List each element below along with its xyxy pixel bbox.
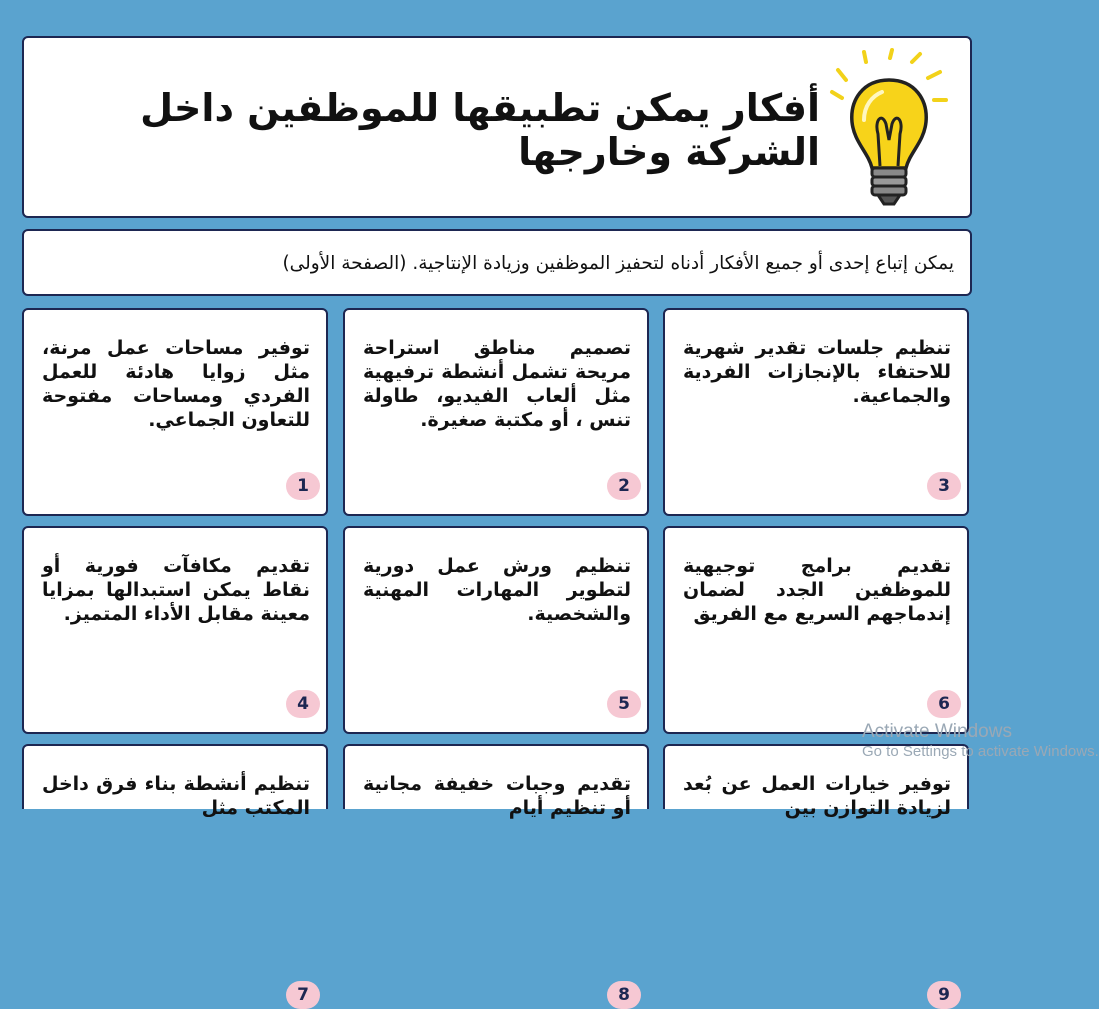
- idea-text: تصميم مناطق استراحة مريحة تشمل أنشطة ترفيهية مثل ألعاب الفيديو، طاولة تنس ، أو مكتبة صغيرة.: [363, 337, 631, 431]
- idea-text: توفير مساحات عمل مرنة، مثل زوايا هادئة للعمل الفردي ومساحات مفتوحة للتعاون الجماعي.: [42, 337, 310, 431]
- idea-number-badge: 1: [286, 472, 320, 500]
- idea-card: [663, 308, 969, 516]
- idea-text: تنظيم جلسات تقدير شهرية للاحتفاء بالإنجازات الفردية والجماعية.: [683, 337, 951, 407]
- idea-number-badge: 8: [607, 981, 641, 1009]
- idea-number-badge: 9: [927, 981, 961, 1009]
- idea-number-badge: 2: [607, 472, 641, 500]
- idea-card: [343, 526, 649, 734]
- idea-number-badge: 4: [286, 690, 320, 718]
- activation-watermark: [862, 722, 1099, 762]
- watermark-title: Activate Windows: [862, 721, 1012, 742]
- idea-card: [22, 308, 328, 516]
- idea-card: [663, 526, 969, 734]
- lightbulb-icon: [830, 50, 948, 210]
- idea-number-badge: 3: [927, 472, 961, 500]
- idea-number-badge: 7: [286, 981, 320, 1009]
- subtitle-text: يمكن إتباع إحدى أو جميع الأفكار أدناه لتحفيز الموظفين وزيادة الإنتاجية. (الصفحة الأولى): [282, 253, 954, 274]
- idea-card: [343, 308, 649, 516]
- idea-number-badge: 5: [607, 690, 641, 718]
- idea-card: [343, 744, 649, 1005]
- idea-text: توفير خيارات العمل عن بُعد لزيادة التوازن بين: [683, 773, 951, 819]
- idea-text: تقديم برامج توجيهية للموظفين الجدد لضمان إندماجهم السريع مع الفريق: [683, 555, 951, 625]
- idea-text: تقديم وجبات خفيفة مجانية أو تنظيم أيام: [363, 773, 631, 819]
- idea-text: تنظيم ورش عمل دورية لتطوير المهارات المهنية والشخصية.: [363, 555, 631, 625]
- subtitle-panel: [22, 229, 972, 296]
- idea-text: تقديم مكافآت فورية أو نقاط يمكن استبدالها بمزايا معينة مقابل الأداء المتميز.: [42, 555, 310, 625]
- idea-text: تنظيم أنشطة بناء فرق داخل المكتب مثل: [42, 773, 310, 819]
- idea-card: [22, 526, 328, 734]
- page-title: أفكار يمكن تطبيقها للموظفين داخل الشركة وخارجها: [140, 86, 820, 174]
- watermark-subtitle: Go to Settings to activate Windows.: [862, 743, 1099, 760]
- header-panel: [22, 36, 972, 218]
- idea-card: [22, 744, 328, 1005]
- idea-number-badge: 6: [927, 690, 961, 718]
